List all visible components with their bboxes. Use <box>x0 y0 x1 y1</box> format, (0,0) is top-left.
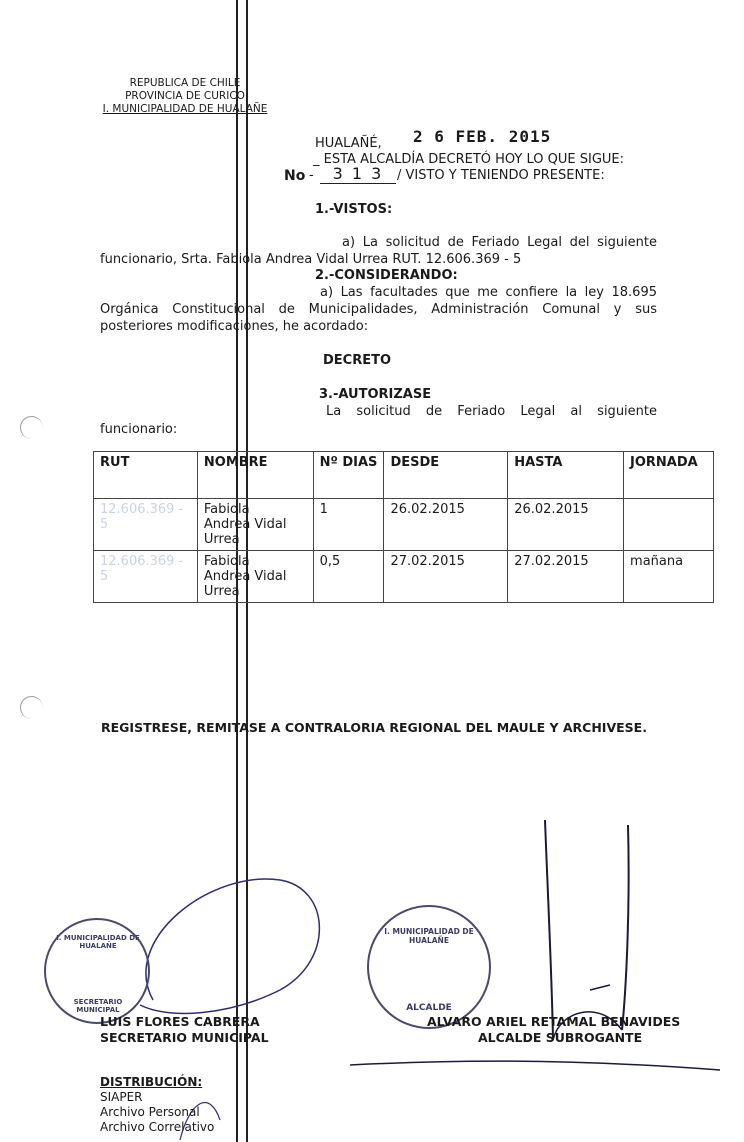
vistos-para-line1: a) La solicitud de Feriado Legal del siguiente <box>342 235 657 250</box>
distribution-heading: DISTRIBUCIÓN: <box>100 1075 203 1089</box>
distribution-item: Archivo Correlativo <box>100 1120 215 1134</box>
cell-dias: 1 <box>313 499 384 551</box>
mayor-seal-bottom: ALCALDE <box>406 1003 452 1013</box>
secretary-seal-top: I. MUNICIPALIDAD DE HUALAÑE <box>56 934 140 950</box>
considerando-para-line1: a) Las facultades que me confiere la ley 18.695 <box>320 285 657 300</box>
vistos-para-line2: funcionario, Srta. Fabiola Andrea Vidal Urrea RUT. 12.606.369 - 5 <box>100 252 522 267</box>
secretary-seal <box>44 918 150 1024</box>
cell-rut: 12.606.369 - 5 <box>94 499 198 551</box>
mayor-name: ALVARO ARIEL RETAMAL BENAVIDES <box>427 1014 681 1029</box>
considerando-para-line3: posteriores modificaciones, he acordado: <box>100 319 369 334</box>
cell-nombre-l1: Fabiola <box>203 554 250 569</box>
col-header-nombre: NOMBRE <box>197 452 313 499</box>
col-header-jornada: JORNADA <box>624 452 714 499</box>
secretary-title: SECRETARIO MUNICIPAL <box>100 1030 269 1045</box>
cell-hasta: 26.02.2015 <box>508 499 624 551</box>
cell-desde: 27.02.2015 <box>384 551 508 603</box>
secretary-name: LUIS FLORES CABRERA <box>100 1014 260 1029</box>
cell-jornada: mañana <box>624 551 714 603</box>
cell-nombre-l2: Andrea Vidal <box>203 569 287 584</box>
cell-desde: 26.02.2015 <box>384 499 508 551</box>
cell-nombre-l2: Andrea Vidal <box>203 517 287 532</box>
autorizase-para-line2: funcionario: <box>100 422 178 437</box>
considerando-heading: 2.-CONSIDERANDO: <box>315 268 458 283</box>
letterhead-province: PROVINCIA DE CURICO <box>125 90 245 102</box>
decree-intro: _ ESTA ALCALDÍA DECRETÓ HOY LO QUE SIGUE: <box>313 152 625 167</box>
distribution-block <box>100 1075 214 1135</box>
place-label: HUALAÑÉ, <box>315 136 382 151</box>
distribution-item: SIAPER <box>100 1090 143 1104</box>
mayor-seal-top: I. MUNICIPALIDAD DE HUALAÑE <box>384 927 474 945</box>
distribution-item: Archivo Personal <box>100 1105 200 1119</box>
autorizase-para-line1: La solicitud de Feriado Legal al siguiente <box>326 404 657 419</box>
col-header-rut: RUT <box>94 452 198 499</box>
decree-number: 3 1 3 <box>332 164 384 183</box>
secretary-seal-bottom: SECRETARIO MUNICIPAL <box>73 998 123 1014</box>
decree-no-label: No <box>284 168 306 184</box>
cell-dias: 0,5 <box>313 551 384 603</box>
considerando-para-line2: Orgánica Constitucional de Municipalidades, Administración Comunal y sus <box>100 302 657 317</box>
col-header-hasta: HASTA <box>508 452 624 499</box>
cell-nombre-l1: Fabiola <box>203 502 250 517</box>
cell-nombre-l3: Urrea <box>203 532 240 547</box>
decree-dash: - <box>309 168 314 183</box>
date-stamp: 2 6 FEB. 2015 <box>413 127 552 146</box>
mayor-title: ALCALDE SUBROGANTE <box>478 1030 643 1045</box>
col-header-dias: Nº DIAS <box>313 452 384 499</box>
cell-hasta: 27.02.2015 <box>508 551 624 603</box>
cell-rut: 12.606.369 - 5 <box>94 551 198 603</box>
closing-statement: REGISTRESE, REMITASE A CONTRALORIA REGIONAL DEL MAULE Y ARCHIVESE. <box>101 720 647 735</box>
vistos-heading: 1.-VISTOS: <box>315 202 393 217</box>
letterhead-municipality: I. MUNICIPALIDAD DE HUALAÑE <box>102 103 268 115</box>
letterhead-country: REPUBLICA DE CHILE <box>129 77 241 89</box>
decree-visto: / VISTO Y TENIENDO PRESENTE: <box>397 168 605 183</box>
col-header-desde: DESDE <box>384 452 508 499</box>
decree-visto-text: VISTO Y TENIENDO PRESENTE: <box>405 168 605 183</box>
mayor-seal <box>367 905 491 1029</box>
decree-intro-text: ESTA ALCALDÍA DECRETÓ HOY LO QUE SIGUE: <box>323 152 625 167</box>
cell-nombre-l3: Urrea <box>203 584 240 599</box>
autorizase-heading: 3.-AUTORIZASE <box>319 387 432 402</box>
decreto-heading: DECRETO <box>323 353 392 368</box>
